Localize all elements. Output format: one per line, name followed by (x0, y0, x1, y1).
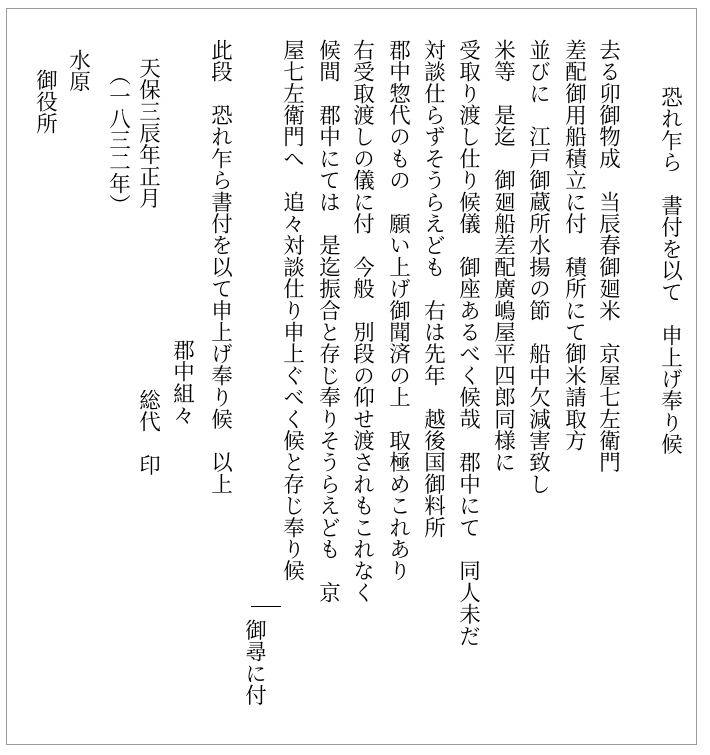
closing-statement: 此段 恐れ乍ら書付を以て申上げ奉り候 以上 (207, 39, 233, 495)
annotation-rule (251, 606, 281, 607)
body-line-6: 対談仕らずそうらえども 右は先年 越後国御料所 (420, 39, 446, 539)
inquiry-annotation: 御尋に付 (241, 619, 267, 706)
body-line-8: 右受取渡しの儀に付 今般 別段の仰せ渡されもこれなく (349, 39, 375, 604)
recipient-place: 水原 (65, 49, 91, 93)
recipient-office: 御役所 (32, 69, 58, 135)
body-line-3: 並びに 江戸御蔵所水揚の節 船中欠減害致し (525, 39, 551, 495)
western-year: （一八三二年） (105, 64, 131, 216)
document-date: 天保三辰年正月 (135, 57, 161, 209)
body-line-5: 受取り渡し仕り候儀 御座あるべく候哉 郡中にて 同人未だ (455, 39, 481, 647)
document-page (6, 8, 697, 745)
body-line-9: 候間 郡中にては 是迄振合と存じ奉りそうらえども 京 (315, 39, 341, 604)
body-line-1: 去る卯御物成 当辰春御廻米 京屋七左衛門 (595, 39, 621, 473)
body-line-4: 米等 是迄 御廻船差配廣嶋屋平四郎同様に (490, 39, 516, 473)
body-line-2: 差配御用船積立に付 積所にて御米請取方 (561, 39, 587, 452)
body-line-7: 郡中惣代のもの 願い上げ御聞済の上 取極めこれあり (385, 39, 411, 582)
document-title: 恐れ乍ら 書付を以て 申上げ奉り候 (657, 86, 683, 455)
body-line-10: 屋七左衛門へ 追々対談仕り申上ぐべく候と存じ奉り候 (279, 39, 305, 582)
sender-group: 郡中組々 (169, 339, 195, 426)
sender-representative: 総代 印 (135, 389, 161, 476)
